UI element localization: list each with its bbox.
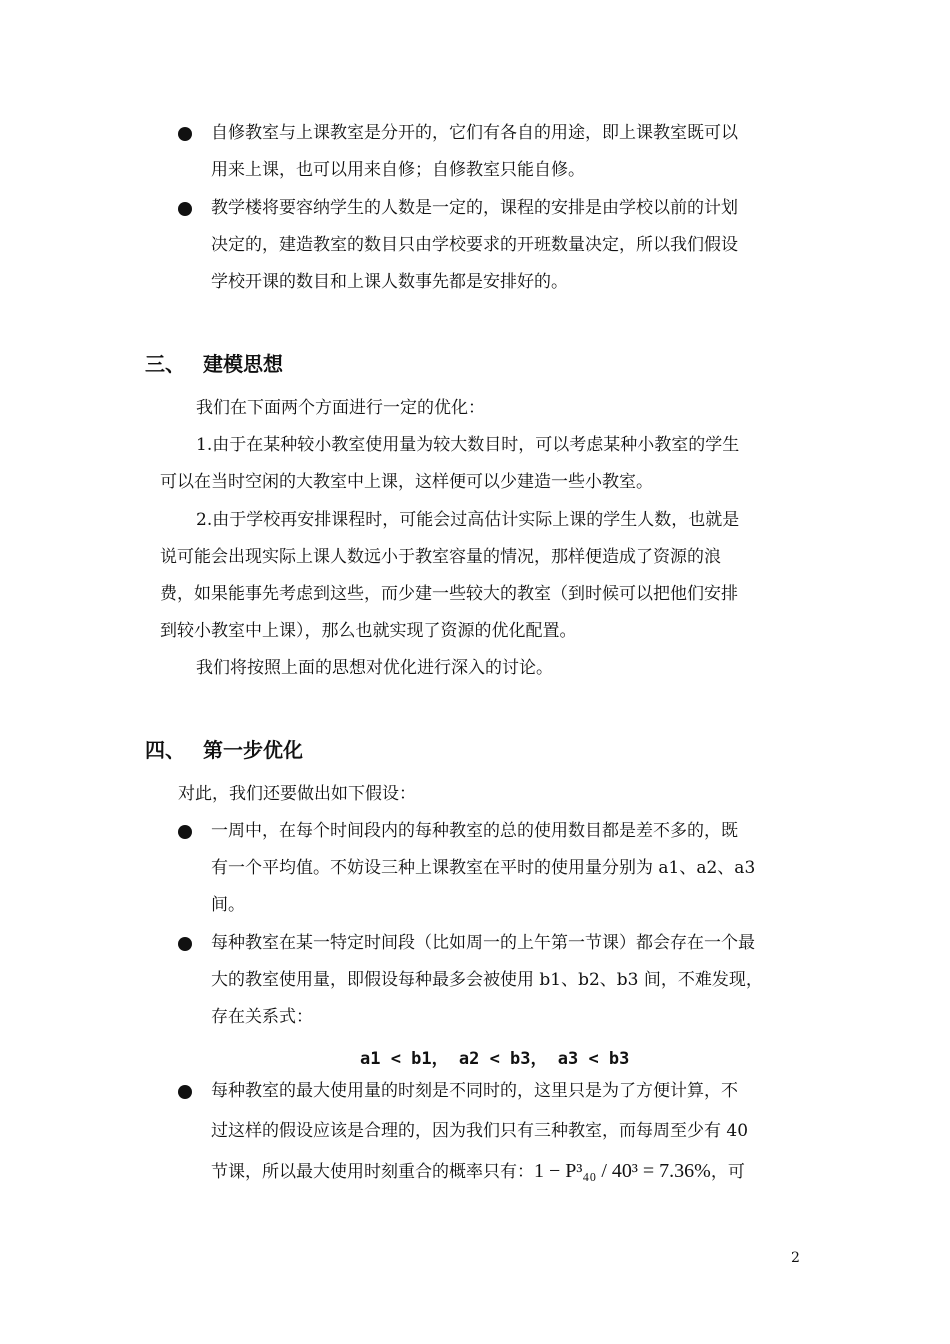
paragraph-line: 到较小教室中上课），那么也就实现了资源的优化配置。: [160, 621, 577, 641]
paragraph-line: 费，如果能事先考虑到这些，而少建一些较大的教室（到时候可以把他们安排: [160, 584, 738, 604]
page-number: 2: [791, 1250, 800, 1266]
text-line: 存在关系式：: [211, 1007, 313, 1027]
section-title: 第一步优化: [203, 738, 303, 762]
section-heading: [145, 350, 283, 378]
bullet-dot: [178, 202, 192, 216]
bullet-dot: [178, 937, 192, 951]
text-line: 教学楼将要容纳学生的人数是一定的，课程的安排是由学校以前的计划: [211, 198, 738, 218]
text-line: 间。: [211, 895, 245, 915]
paragraph-line: 对此，我们还要做出如下假设：: [178, 784, 416, 804]
bullet-dot: [178, 825, 192, 839]
text-segment: 节课，所以最大使用时刻重合的概率只有：: [211, 1162, 534, 1182]
text-line: 过这样的假设应该是合理的，因为我们只有三种教室，而每周至少有 40: [211, 1121, 749, 1141]
section-number: 三、: [145, 352, 185, 376]
text-line: [211, 1159, 745, 1184]
section-number: 四、: [145, 738, 185, 762]
text-line: 有一个平均值。不妨设三种上课教室在平时的使用量分别为 a1、a2、a3: [211, 858, 756, 878]
paragraph-line: 说可能会出现实际上课人数远小于教室容量的情况，那样便造成了资源的浪: [160, 547, 721, 567]
paragraph-line: 1.由于在某种较小教室使用量为较大数目时，可以考虑某种小教室的学生: [196, 435, 740, 455]
text-line: 自修教室与上课教室是分开的，它们有各自的用途，即上课教室既可以: [211, 123, 738, 143]
paragraph-line: 我们在下面两个方面进行一定的优化：: [196, 398, 485, 418]
text-line: 学校开课的数目和上课人数事先都是安排好的。: [211, 272, 568, 292]
probability-formula: 1 − P³₄₀ / 40³ = 7.36%: [534, 1160, 711, 1182]
paragraph-line: 可以在当时空闲的大教室中上课，这样便可以少建造一些小教室。: [160, 472, 653, 492]
text-line: 大的教室使用量，即假设每种最多会被使用 b1、b2、b3 间，不难发现，: [211, 970, 763, 990]
paragraph-line: 我们将按照上面的思想对优化进行深入的讨论。: [196, 658, 553, 678]
text-line: 每种教室在某一特定时间段（比如周一的上午第一节课）都会存在一个最: [211, 933, 755, 953]
bullet-dot: [178, 1085, 192, 1099]
text-line: 用来上课，也可以用来自修；自修教室只能自修。: [211, 160, 585, 180]
text-line: 决定的，建造教室的数目只由学校要求的开班数量决定，所以我们假设: [211, 235, 738, 255]
inequality-formula: a1 < b1， a2 < b3， a3 < b3: [360, 1049, 630, 1069]
section-heading: [145, 736, 303, 764]
text-segment: ，可: [710, 1162, 745, 1182]
section-title: 建模思想: [203, 352, 283, 376]
text-line: 一周中，在每个时间段内的每种教室的总的使用数目都是差不多的，既: [211, 821, 738, 841]
paragraph-line: 2.由于学校再安排课程时，可能会过高估计实际上课的学生人数，也就是: [196, 510, 740, 530]
text-line: 每种教室的最大使用量的时刻是不同时的，这里只是为了方便计算，不: [211, 1081, 738, 1101]
bullet-dot: [178, 127, 192, 141]
